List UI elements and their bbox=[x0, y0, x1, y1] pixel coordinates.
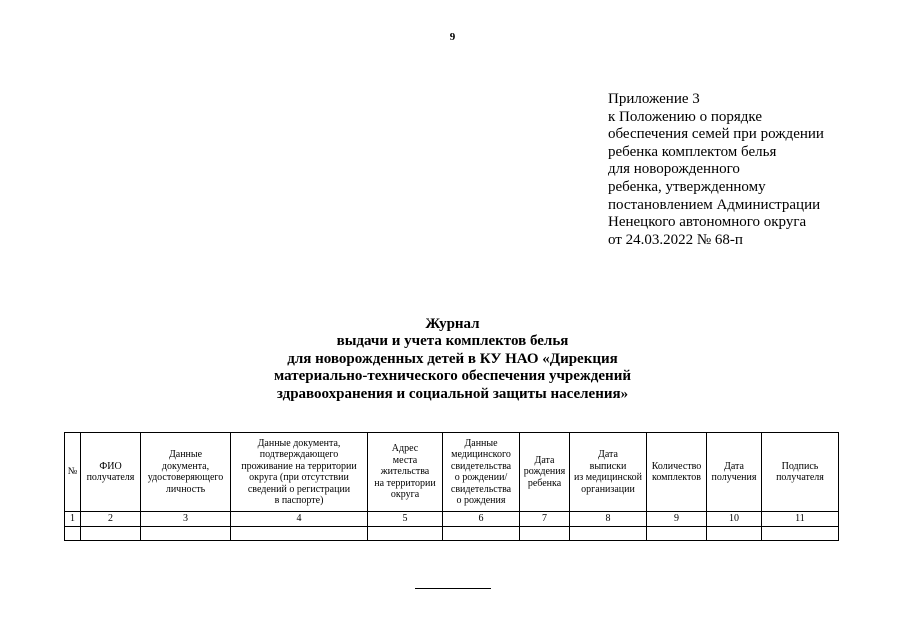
column-header-line: документа, bbox=[161, 460, 210, 472]
column-header-line: выписки bbox=[589, 460, 627, 472]
column-header bbox=[707, 433, 762, 512]
column-header-line: организации bbox=[581, 483, 635, 495]
empty-cell[interactable] bbox=[520, 527, 570, 541]
column-header-line: Дата bbox=[534, 454, 555, 466]
footer-separator-line bbox=[415, 588, 491, 589]
column-header-line: Количество bbox=[651, 460, 702, 472]
appendix-line: Ненецкого автономного округа bbox=[608, 214, 807, 231]
empty-cell[interactable] bbox=[570, 527, 647, 541]
column-header-line: Адрес bbox=[391, 443, 419, 455]
column-header-line: сведений о регистрации bbox=[247, 483, 351, 495]
empty-cell[interactable] bbox=[707, 527, 762, 541]
column-number-cell: 9 bbox=[647, 512, 707, 527]
journal-title bbox=[0, 316, 905, 403]
column-header bbox=[231, 433, 368, 512]
appendix-line: от 24.03.2022 № 68-п bbox=[608, 231, 743, 248]
column-header-line: о рождении/ bbox=[454, 472, 508, 483]
column-header-line: проживание на территории bbox=[241, 460, 357, 472]
column-header bbox=[570, 433, 647, 512]
empty-cell[interactable] bbox=[141, 527, 231, 541]
column-header bbox=[647, 433, 707, 512]
column-number-cell: 8 bbox=[570, 512, 647, 527]
column-number-cell: 1 bbox=[65, 512, 81, 527]
appendix-line: ребенка комплектом белья bbox=[608, 143, 777, 160]
column-header-line: получателя bbox=[86, 472, 135, 483]
column-header-line: ФИО bbox=[99, 460, 122, 472]
appendix-line: ребенка, утвержденному bbox=[608, 178, 766, 195]
empty-cell[interactable] bbox=[762, 527, 839, 541]
column-header bbox=[762, 433, 839, 512]
column-header-line: получения bbox=[711, 472, 757, 483]
column-header-line: рождения bbox=[523, 466, 566, 478]
header-row bbox=[65, 433, 839, 512]
column-header-line: округа (при отсутствии bbox=[249, 472, 349, 483]
column-number-cell: 4 bbox=[231, 512, 368, 527]
column-header-line: места bbox=[392, 454, 418, 466]
column-number-cell: 2 bbox=[81, 512, 141, 527]
column-header-line: свидетельства bbox=[450, 483, 512, 495]
appendix-line: обеспечения семей при рождении bbox=[608, 126, 824, 143]
column-header bbox=[81, 433, 141, 512]
title-line: Журнал bbox=[425, 316, 480, 332]
page-number: 9 bbox=[449, 31, 456, 43]
column-header-line: личность bbox=[165, 483, 206, 495]
column-header-line: комплектов bbox=[652, 472, 701, 483]
column-header-line: удостоверяющего bbox=[147, 472, 224, 483]
column-number-cell: 7 bbox=[520, 512, 570, 527]
empty-cell[interactable] bbox=[368, 527, 443, 541]
column-header-line: на территории bbox=[374, 477, 436, 489]
column-header-line: из медицинской bbox=[573, 472, 643, 483]
empty-cell[interactable] bbox=[231, 527, 368, 541]
empty-cell[interactable] bbox=[81, 527, 141, 541]
column-header-line: жительства bbox=[380, 466, 430, 478]
column-header-line: Дата bbox=[598, 449, 618, 460]
column-number-cell: 10 bbox=[707, 512, 762, 527]
column-header bbox=[368, 433, 443, 512]
title-line: выдачи и учета комплектов белья bbox=[336, 333, 569, 350]
column-header-line: № bbox=[67, 466, 78, 478]
column-header-line: о рождения bbox=[456, 495, 506, 506]
column-header bbox=[520, 433, 570, 512]
column-number-cell: 5 bbox=[368, 512, 443, 527]
empty-row bbox=[65, 527, 839, 541]
title-line: материально-технического обеспечения учреждений bbox=[274, 368, 631, 385]
column-header-line: подтверждающего bbox=[259, 449, 339, 460]
column-number-cell: 6 bbox=[443, 512, 520, 527]
column-header-line: Данные bbox=[464, 437, 498, 449]
column-header-line: Данные bbox=[168, 449, 203, 460]
column-header-line: получателя bbox=[776, 472, 824, 483]
column-header-line: медицинского bbox=[451, 449, 511, 460]
appendix-line: для новорожденного bbox=[608, 161, 740, 178]
appendix-line: к Положению о порядке bbox=[608, 108, 762, 125]
column-header-line: округа bbox=[390, 489, 420, 501]
column-number-cell: 3 bbox=[141, 512, 231, 527]
column-header bbox=[443, 433, 520, 512]
appendix-line: постановлением Администрации bbox=[608, 196, 821, 213]
column-number-row bbox=[65, 512, 839, 527]
appendix-line: Приложение 3 bbox=[608, 91, 700, 107]
column-header-line: Подпись bbox=[781, 460, 819, 472]
empty-cell[interactable] bbox=[65, 527, 81, 541]
title-line: для новорожденных детей в КУ НАО «Дирекция bbox=[287, 350, 618, 367]
title-line: здравоохранения и социальной защиты населения» bbox=[276, 385, 629, 402]
column-header-line: Дата bbox=[724, 460, 744, 472]
column-header-line: Данные документа, bbox=[257, 437, 341, 449]
column-header-line: в паспорте) bbox=[274, 495, 324, 506]
column-number-cell: 11 bbox=[762, 512, 839, 527]
appendix-reference bbox=[608, 91, 898, 249]
empty-cell[interactable] bbox=[443, 527, 520, 541]
column-header-line: свидетельства bbox=[450, 460, 512, 472]
empty-cell[interactable] bbox=[647, 527, 707, 541]
column-header bbox=[141, 433, 231, 512]
column-header bbox=[65, 433, 81, 512]
journal-table bbox=[64, 432, 839, 541]
column-header-line: ребенка bbox=[527, 477, 562, 489]
